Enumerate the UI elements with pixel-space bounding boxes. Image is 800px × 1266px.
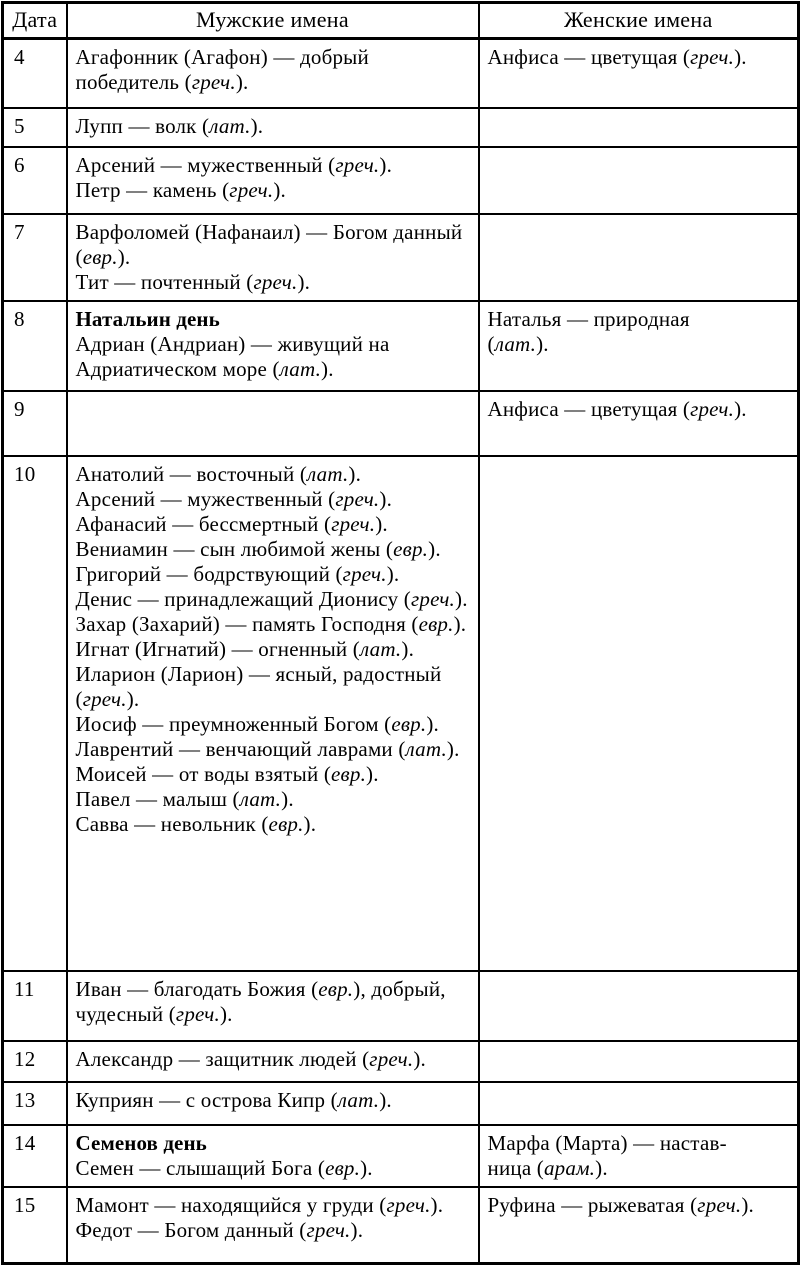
- name-text: Наталья — природная (: [487, 306, 690, 356]
- name-entry: [76, 712, 472, 737]
- name-text: Иосиф — преумноженный Богом (: [75, 711, 392, 736]
- origin-label: лат.: [307, 461, 349, 486]
- name-text: ).: [348, 461, 362, 486]
- female-names-cell: [479, 214, 799, 301]
- male-names-cell: [67, 456, 479, 971]
- name-entry: [76, 587, 472, 612]
- name-text: ).: [386, 561, 400, 586]
- name-entry: [76, 462, 472, 487]
- origin-label: греч.: [82, 686, 127, 711]
- name-entry: [76, 220, 472, 270]
- col-header-female: Женские имена: [479, 3, 799, 39]
- table-row: [3, 214, 799, 301]
- male-names-cell: [67, 147, 479, 214]
- name-text: Агафонник (Агафон) — добрый победитель (: [75, 45, 369, 94]
- name-entry: [76, 153, 472, 178]
- name-text: ).: [297, 269, 311, 294]
- name-text: Моисей — от воды взятый (: [75, 761, 332, 786]
- name-text: Анатолий — восточный (: [75, 461, 308, 486]
- name-entry: [76, 178, 472, 203]
- name-entry: [76, 1088, 472, 1113]
- name-entry: [488, 397, 756, 422]
- origin-label: греч.: [690, 396, 735, 421]
- origin-label: арам.: [543, 1155, 596, 1180]
- origin-label: евр.: [391, 711, 427, 736]
- table-row: [3, 108, 799, 147]
- name-entry: [76, 812, 472, 837]
- name-text: Мамонт — находящийся у груди (: [75, 1192, 387, 1217]
- female-names-cell: [479, 108, 799, 147]
- name-text: Иван — благодать Божия (: [75, 976, 319, 1001]
- origin-label: евр.: [393, 536, 429, 561]
- origin-label: греч.: [331, 511, 376, 536]
- male-names-cell: [67, 108, 479, 147]
- origin-label: греч.: [410, 586, 455, 611]
- male-names-cell: [67, 391, 479, 456]
- name-text: Вениамин — сын любимой жены (: [75, 536, 394, 561]
- origin-label: греч.: [342, 561, 387, 586]
- female-names-cell: [479, 391, 799, 456]
- date-cell: 12: [3, 1041, 67, 1082]
- origin-label: греч.: [229, 177, 274, 202]
- name-text: Анфиса — цветущая (: [487, 396, 691, 421]
- name-text: ).: [379, 152, 393, 177]
- female-names-cell: [479, 1082, 799, 1125]
- names-table: [1, 1, 800, 1265]
- origin-label: греч.: [690, 45, 735, 69]
- name-text: Тит — почтенный (: [75, 269, 254, 294]
- origin-label: евр.: [82, 244, 118, 269]
- date-cell: 15: [3, 1187, 67, 1264]
- name-text: ).: [428, 536, 441, 561]
- origin-label: греч.: [175, 1001, 220, 1026]
- date-cell: 4: [3, 39, 67, 108]
- name-text: Арсений — мужественный (: [75, 486, 336, 511]
- name-entry: [76, 762, 472, 787]
- name-entry: [76, 487, 472, 512]
- origin-label: евр.: [331, 761, 367, 786]
- name-entry: [76, 537, 472, 562]
- origin-label: греч.: [697, 1192, 742, 1217]
- origin-label: греч.: [386, 1192, 431, 1217]
- name-text: ).: [379, 486, 393, 511]
- origin-label: греч.: [369, 1046, 414, 1071]
- name-entry: [76, 1156, 472, 1181]
- female-names-cell: [479, 971, 799, 1041]
- male-names-cell: [67, 301, 479, 391]
- name-text: Захар (Захарий) — память Господня (: [75, 611, 419, 636]
- name-entry: [76, 637, 472, 662]
- name-text: Игнат (Игнатий) — огненный (: [75, 636, 360, 661]
- origin-label: лат.: [405, 736, 447, 761]
- name-text: ).: [426, 711, 439, 736]
- origin-label: лат.: [239, 786, 282, 811]
- name-text: ).: [430, 1192, 444, 1217]
- name-text: Варфоломей (Нафанаил) — Богом данный (: [75, 219, 463, 269]
- name-text: Лаврентий — венчающий лаврами (: [75, 736, 406, 761]
- name-entry: [76, 307, 472, 332]
- name-entry: [488, 1131, 756, 1181]
- table-row: [3, 971, 799, 1041]
- name-text: ).: [126, 686, 140, 711]
- name-text: ).: [366, 761, 379, 786]
- table-row: [3, 301, 799, 391]
- name-entry: [76, 332, 472, 382]
- origin-label: лат.: [209, 113, 251, 138]
- name-text: Денис — принадлежащий Дионису (: [75, 586, 411, 611]
- name-entry: [76, 662, 472, 712]
- date-cell: 8: [3, 301, 67, 391]
- name-text: Павел — малыш (: [75, 786, 240, 811]
- name-entry: [76, 612, 472, 637]
- name-text: ).: [235, 70, 249, 94]
- male-names-cell: [67, 1125, 479, 1187]
- table-row: [3, 456, 799, 971]
- name-text: ).: [455, 586, 468, 611]
- name-text: ).: [446, 736, 460, 761]
- name-text: ).: [273, 177, 286, 202]
- origin-label: греч.: [191, 70, 236, 94]
- origin-label: лат.: [360, 636, 402, 661]
- name-entry: [76, 45, 472, 95]
- origin-label: греч.: [306, 1217, 351, 1242]
- name-entry: [76, 977, 472, 1027]
- date-cell: 10: [3, 456, 67, 971]
- name-entry: [76, 1193, 472, 1218]
- origin-label: греч.: [335, 152, 380, 177]
- col-header-male: Мужские имена: [67, 3, 479, 39]
- date-cell: 9: [3, 391, 67, 456]
- name-text: ).: [350, 1217, 364, 1242]
- origin-label: евр.: [268, 811, 304, 836]
- date-cell: 13: [3, 1082, 67, 1125]
- table-row: [3, 147, 799, 214]
- name-text: ).: [595, 1155, 608, 1180]
- name-text: Марфа (Марта) — наставница (: [487, 1130, 727, 1180]
- name-text: Григорий — бодрствующий (: [75, 561, 343, 586]
- name-text: ), добрый, чудесный (: [75, 976, 446, 1026]
- col-header-date: Дата: [3, 3, 67, 39]
- origin-label: евр.: [418, 611, 454, 636]
- date-cell: 7: [3, 214, 67, 301]
- name-text: Семен — слышащий Бога (: [75, 1155, 326, 1180]
- origin-label: евр.: [318, 976, 354, 1001]
- name-text: ).: [250, 113, 264, 138]
- origin-label: греч.: [335, 486, 380, 511]
- name-text: ).: [303, 811, 317, 836]
- female-names-cell: [479, 301, 799, 391]
- name-text: ).: [401, 636, 415, 661]
- name-entry: [76, 787, 472, 812]
- female-names-cell: [479, 1125, 799, 1187]
- origin-label: лат.: [337, 1087, 380, 1112]
- day-name-bold: Семенов день: [75, 1130, 207, 1155]
- origin-label: лат.: [279, 356, 322, 381]
- female-names-cell: [479, 1187, 799, 1264]
- female-names-cell: [479, 147, 799, 214]
- name-text: ).: [741, 1192, 754, 1217]
- name-entry: [76, 1218, 472, 1243]
- female-names-cell: [479, 1041, 799, 1082]
- name-text: Анфиса — цветущая (: [487, 45, 691, 69]
- name-text: Александр — защитник людей (: [75, 1046, 370, 1071]
- name-entry: [488, 1193, 756, 1218]
- name-entry: [76, 114, 472, 139]
- name-text: Федот — Богом данный (: [75, 1217, 307, 1242]
- name-text: ).: [281, 786, 294, 811]
- name-text: Руфина — рыжеватая (: [487, 1192, 698, 1217]
- table-row: [3, 1041, 799, 1082]
- table-row: [3, 39, 799, 108]
- name-text: ).: [219, 1001, 233, 1026]
- male-names-cell: [67, 39, 479, 108]
- table-row: [3, 391, 799, 456]
- date-cell: 5: [3, 108, 67, 147]
- name-text: Савва — невольник (: [75, 811, 269, 836]
- name-text: Арсений — мужественный (: [75, 152, 336, 177]
- name-text: ).: [379, 1087, 392, 1112]
- name-text: ).: [321, 356, 334, 381]
- name-text: ).: [734, 45, 747, 69]
- name-text: Иларион (Ларион) — ясный, радостный (: [75, 661, 442, 711]
- origin-label: евр.: [325, 1155, 361, 1180]
- name-text: ).: [453, 611, 467, 636]
- name-entry: [76, 1131, 472, 1156]
- table-row: [3, 1187, 799, 1264]
- table-row: [3, 1125, 799, 1187]
- name-entry: [76, 1047, 472, 1072]
- name-entry: [488, 45, 756, 70]
- name-text: ).: [117, 244, 131, 269]
- name-text: ).: [360, 1155, 373, 1180]
- name-text: Лупп — волк (: [75, 113, 210, 138]
- name-entry: [76, 737, 472, 762]
- male-names-cell: [67, 214, 479, 301]
- name-entry: [76, 562, 472, 587]
- male-names-cell: [67, 971, 479, 1041]
- date-cell: 6: [3, 147, 67, 214]
- name-entry: [488, 307, 756, 357]
- name-text: Петр — камень (: [75, 177, 230, 202]
- day-name-bold: Натальин день: [75, 306, 220, 331]
- table-body: [3, 39, 799, 1264]
- male-names-cell: [67, 1041, 479, 1082]
- name-text: Куприян — с острова Кипр (: [75, 1087, 338, 1112]
- name-text: ).: [536, 331, 549, 356]
- origin-label: греч.: [253, 269, 298, 294]
- date-cell: 11: [3, 971, 67, 1041]
- name-text: Афанасий — бессмертный (: [75, 511, 332, 536]
- name-text: ).: [413, 1046, 426, 1071]
- male-names-cell: [67, 1082, 479, 1125]
- name-entry: [76, 270, 472, 295]
- date-cell: 14: [3, 1125, 67, 1187]
- origin-label: лат.: [494, 331, 537, 356]
- table-row: [3, 1082, 799, 1125]
- male-names-cell: [67, 1187, 479, 1264]
- female-names-cell: [479, 39, 799, 108]
- name-text: Адриан (Андриан) — живущий на Адриатическом море (: [75, 331, 390, 381]
- name-text: ).: [375, 511, 388, 536]
- female-names-cell: [479, 456, 799, 971]
- name-entry: [76, 512, 472, 537]
- header-row: [3, 3, 799, 39]
- name-text: ).: [734, 396, 747, 421]
